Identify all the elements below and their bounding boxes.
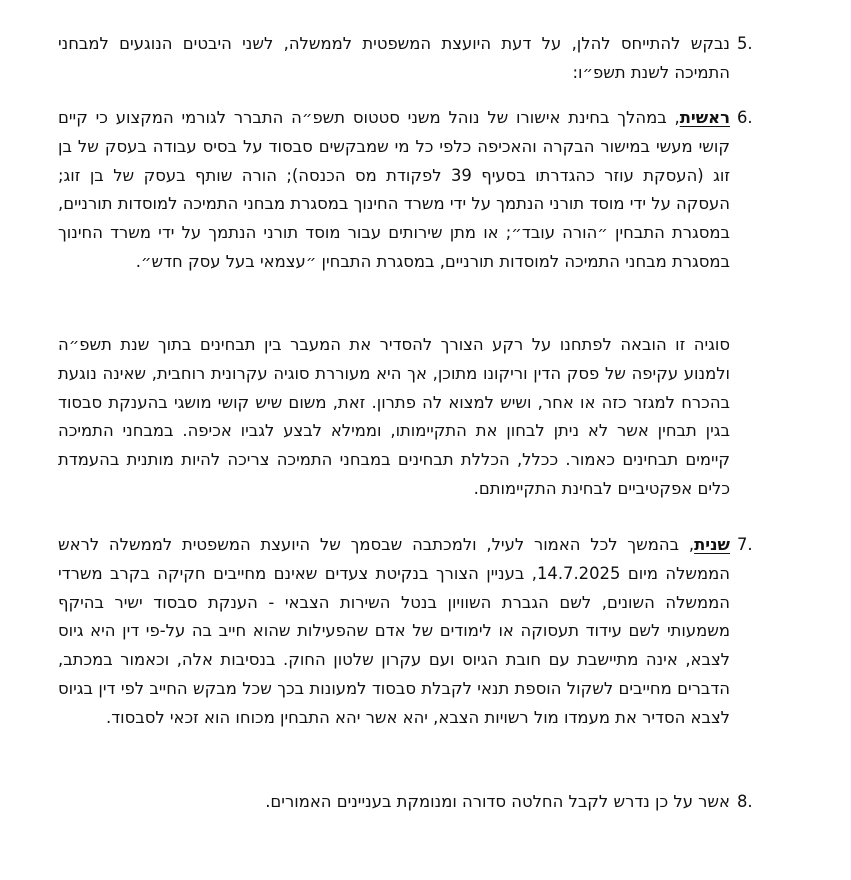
paragraph-5-text: נבקש להתייחס להלן, על דעת היועצת המשפטית לממשלה, לשני היבטים הנוגעים למבחני התמיכה לשנת תשפ״ו: [58,34,730,82]
paragraph-7 [58,531,730,733]
item-number-6: 6. [737,108,753,127]
paragraph-8-text: אשר על כן נדרש לקבל החלטה סדורה ומנומקת בעניינים האמורים. [265,792,730,811]
item-number-7: 7. [737,535,753,554]
paragraph-7-text: , בהמשך לכל האמור לעיל, ולמכתבה שבסמך של היועצת המשפטית לממשלה לראש הממשלה מיום 14.7.2025, בעניין הצורך בנקיטת צעדים שאינם מחייבים חקיקה בקרב משרדי הממשלה השונים, לשם הגברת השוויון בנטל השירות הצבאי - הענקת סבסוד ישיר בהיקף משמעותי לשם עידוד תעסוקה או לימודים של אדם שהפעילות שהוא חייב בה על-פי דין היא גיוס לצבא, אינה מתיישבת עם חובת הגיוס ועם עקרון שלטון החוק. בנסיבות אלה, וכאמור במכתב, הדברים מחייבים לשקול הוספת תנאי לקבלת סבסוד למעונות בכך שכל מבקש החייב לפי דין בגיוס לצבא הסדיר את מעמדו מול רשויות הצבא, יהא אשר יהא התבחין מכוחו הוא זכאי לסבסוד. [58,535,730,727]
paragraph-8 [58,788,730,817]
paragraph-6-lead: ראשית [679,108,730,127]
paragraph-5 [58,30,730,88]
item-number-8: 8. [737,792,753,811]
paragraph-7-lead: שנית [694,535,730,554]
paragraph-6 [58,104,730,277]
paragraph-6-continuation [58,331,730,504]
item-number-5: 5. [737,34,753,53]
paragraph-6-text: , במהלך בחינת אישורו של נוהל משני סטטוס תשפ״ה התברר לגורמי המקצוע כי קיים קושי מעשי במישור הבקרה והאכיפה כלפי כל מי שמבקשים סבסוד על בסיס עבודה בעסק של בן זוג (העסקת עוזר כהגדרתו בסעיף 39 לפקודת מס הכנסה); הורה שותף בעסק של בן זוג; העסקה על ידי מוסד תורני הנתמך על ידי משרד החינוך במסגרת מבחני התמיכה למוסדות תורניים, במסגרת התבחין ״הורה עובד״; או מתן שירותים עבור מוסד תורני הנתמך על ידי משרד החינוך במסגרת מבחני התמיכה למוסדות תורניים, במסגרת התבחין ״עצמאי בעל עסק חדש״. [58,108,730,271]
paragraph-6-continuation-text: סוגיה זו הובאה לפתחנו על רקע הצורך להסדיר את המעבר בין תבחינים בתוך שנת תשפ״ה ולמנוע עקיפה של פסק הדין וריקונו מתוכן, אך היא מעוררת סוגיה עקרונית רוחבית, שאינה נוגעת בהכרח למגזר כזה או אחר, ושיש למצוא לה פתרון. זאת, משום שיש קושי מושגי בהענקת סבסוד בגין תבחין אשר לא ניתן לבחון את התקיימותו, וממילא לבצע לגביו אכיפה. במבחני התמיכה קיימים תבחינים כאמור. ככלל, הכללת תבחינים במבחני התמיכה צריכה להיות מותנית בהעמדת כלים אפקטיביים לבחינת התקיימותם. [58,335,730,498]
